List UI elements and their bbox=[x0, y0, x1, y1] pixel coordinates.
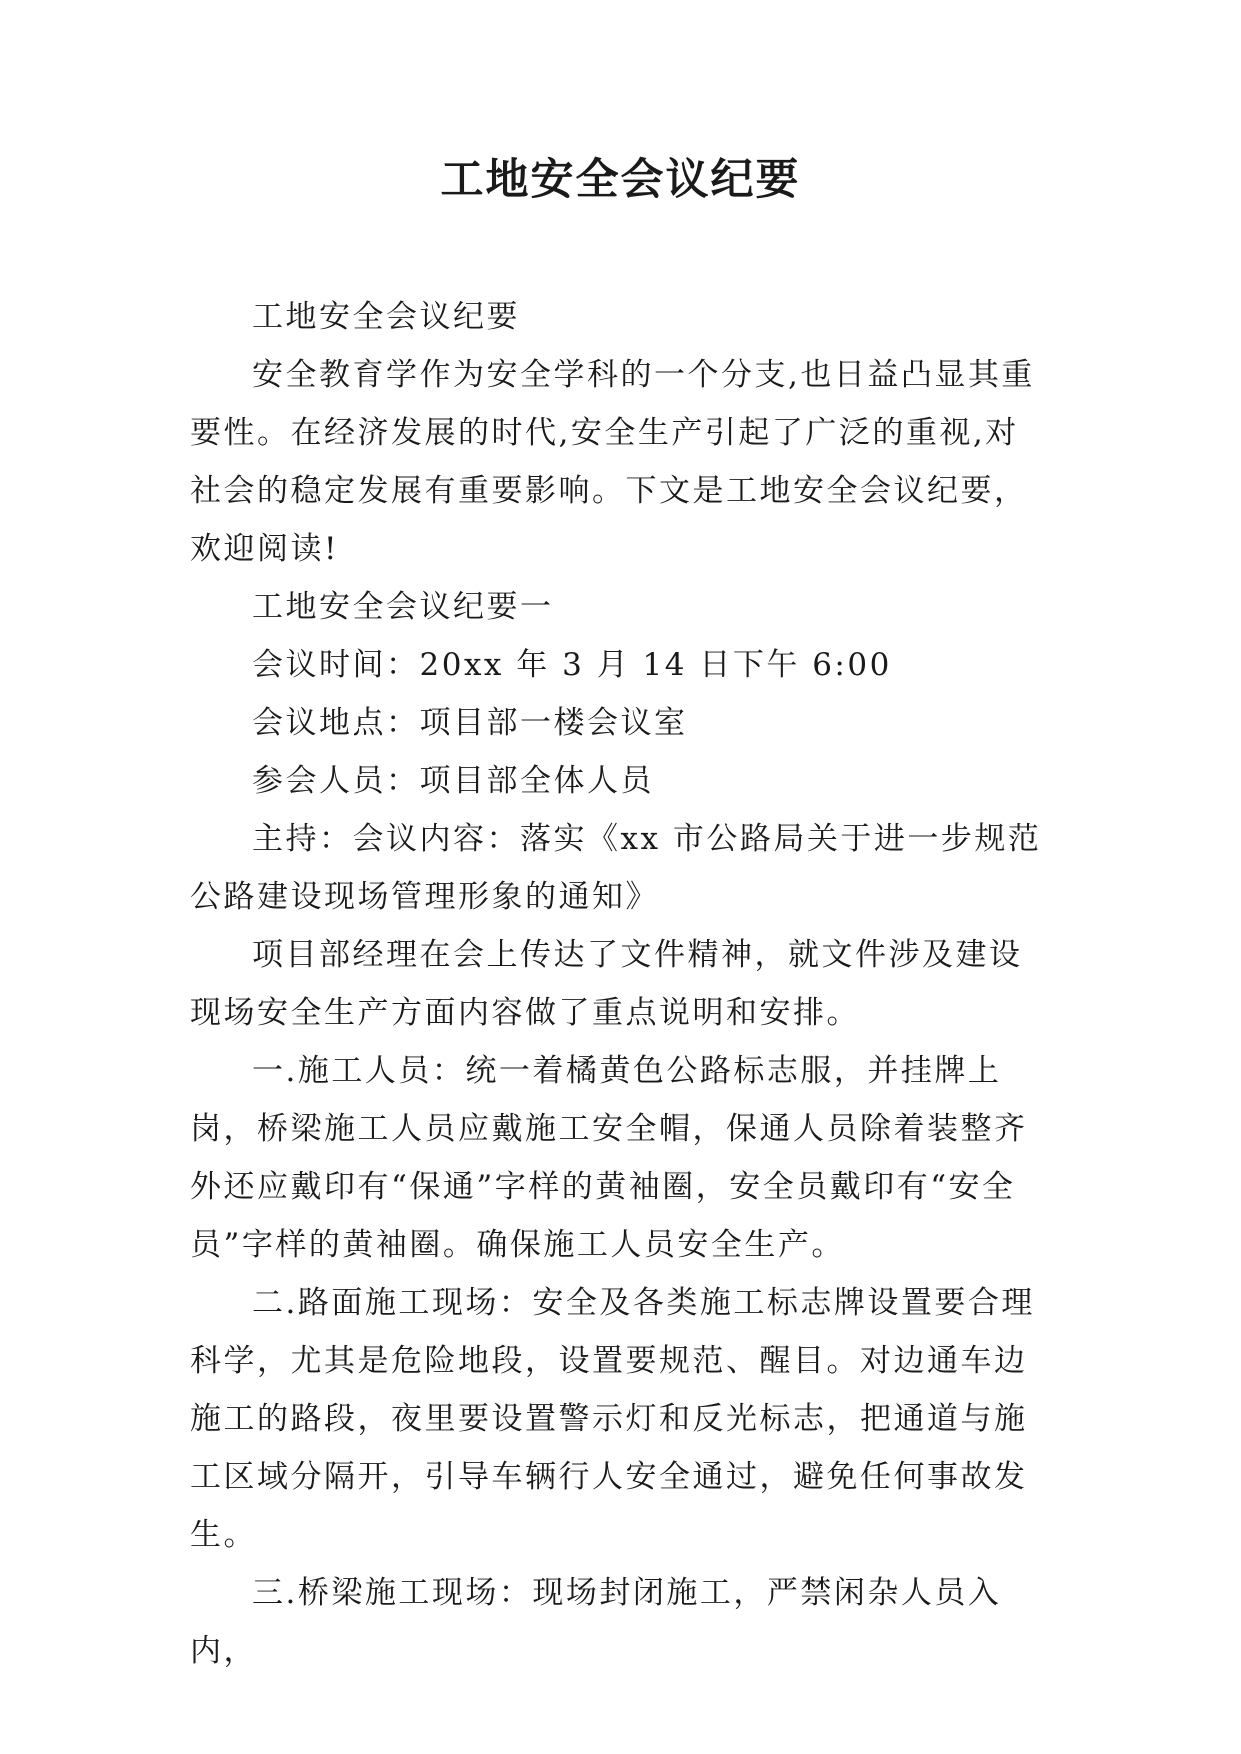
paragraph-attendees: 参会人员：项目部全体人员 bbox=[252, 763, 654, 799]
paragraph-meeting-location: 会议地点：项目部一楼会议室 bbox=[252, 705, 688, 741]
paragraph-host-content: 主持：会议内容：落实《xx 市公路局关于进一步规范公路建设现场管理形象的通知》 bbox=[190, 821, 1042, 915]
paragraph-item-3-bridge-site: 三.桥梁施工现场：现场封闭施工，严禁闲杂人员入内， bbox=[190, 1575, 1002, 1669]
document-title: 工地安全会议纪要 bbox=[440, 155, 801, 205]
paragraph-subtitle: 工地安全会议纪要 bbox=[252, 299, 520, 335]
paragraph-manager-remarks: 项目部经理在会上传达了文件精神，就文件涉及建设现场安全生产方面内容做了重点说明和安排。 bbox=[190, 937, 1023, 1031]
document-body bbox=[190, 288, 1052, 1680]
paragraph-intro: 安全教育学作为安全学科的一个分支,也日益凸显其重要性。在经济发展的时代,安全生产引起了广泛的重视,对社会的稳定发展有重要影响。下文是工地安全会议纪要，欢迎阅读! bbox=[190, 357, 1035, 567]
paragraph-meeting-time: 会议时间：20xx 年 3 月 14 日下午 6:00 bbox=[252, 647, 892, 683]
paragraph-item-1-personnel: 一.施工人员：统一着橘黄色公路标志服，并挂牌上岗，桥梁施工人员应戴施工安全帽，保通人员除着装整齐外还应戴印有“保通”字样的黄袖圈，安全员戴印有“安全员”字样的黄袖圈。确保施工人员安全生产。 bbox=[190, 1053, 1028, 1263]
paragraph-item-2-road-site: 二.路面施工现场：安全及各类施工标志牌设置要合理科学，尤其是危险地段，设置要规范、醒目。对边通车边施工的路段，夜里要设置警示灯和反光标志，把通道与施工区域分隔开，引导车辆行人安全通过，避免任何事故发生。 bbox=[190, 1285, 1035, 1553]
paragraph-section-heading: 工地安全会议纪要一 bbox=[252, 589, 554, 625]
